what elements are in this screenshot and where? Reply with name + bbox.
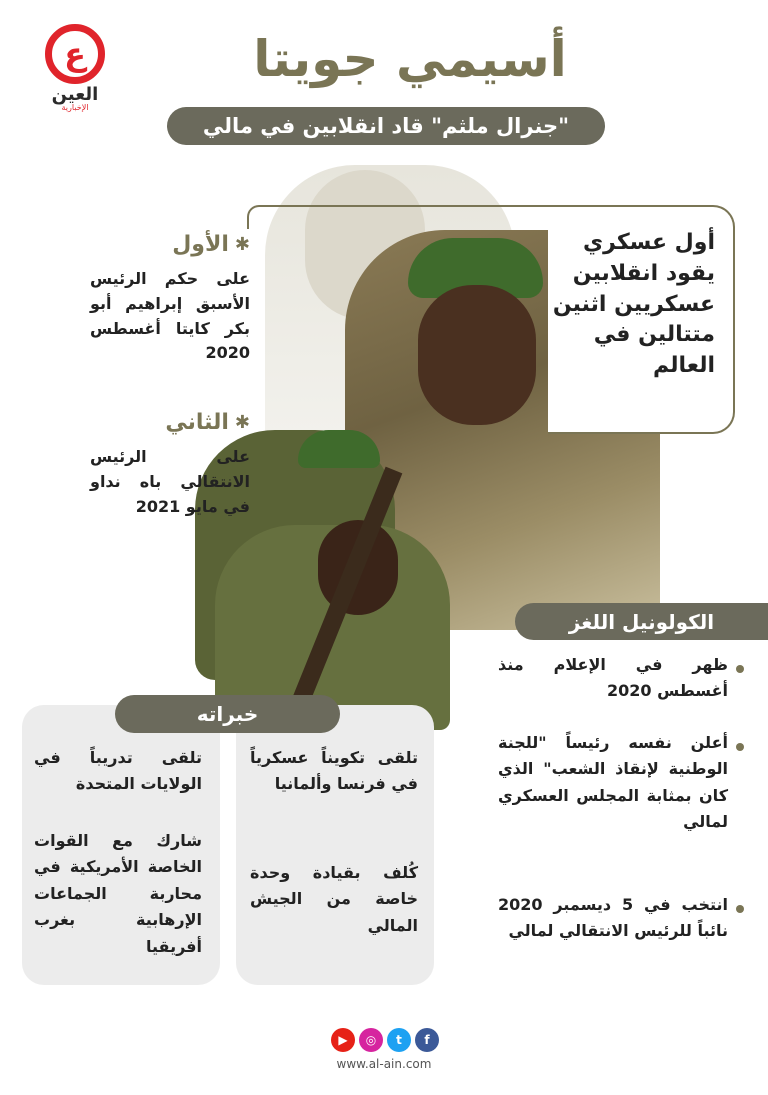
coup-first bbox=[70, 232, 250, 366]
logo-mark: ع bbox=[45, 24, 105, 84]
social-links bbox=[330, 1028, 440, 1052]
experience-item: شارك مع القوات الخاصة الأمريكية في محاربة الجماعات الإرهابية بغرب أفريقيا bbox=[34, 831, 202, 956]
website-link[interactable]: www.al-ain.com bbox=[336, 1057, 432, 1071]
first-coup-leader-text: أول عسكري يقود انقلابين عسكريين اثنين متتالين في العالم bbox=[552, 230, 715, 379]
logo-name: العين bbox=[51, 84, 99, 105]
bullet-dot-icon bbox=[736, 743, 744, 751]
youtube-icon[interactable]: ▶ bbox=[331, 1028, 355, 1052]
coup-heading: الأول bbox=[172, 232, 229, 257]
logo-sub: الإخبارية bbox=[61, 103, 89, 112]
facebook-icon[interactable]: f bbox=[415, 1028, 439, 1052]
experience-heading: خبراته bbox=[115, 695, 340, 733]
coup-text: على حكم الرئيس الأسبق إبراهيم أبو بكر كايتا أغسطس 2020 bbox=[90, 269, 250, 363]
enigma-item: أعلن نفسه رئيساً "للجنة الوطنية لإنقاذ الشعب" الذي كان بمثابة المجلس العسكري لمالي bbox=[498, 733, 728, 832]
page-subtitle: "جنرال ملثم" قاد انقلابين في مالي bbox=[167, 107, 605, 145]
coup-text: على الرئيس الانتقالي باه نداو في مايو 2021 bbox=[90, 447, 250, 516]
bullet-dot-icon bbox=[736, 665, 744, 673]
page-title: أسيمي جويتا bbox=[253, 30, 567, 88]
bullet-icon: ✱ bbox=[234, 412, 250, 433]
al-ain-logo bbox=[38, 24, 112, 114]
bullet-dot-icon bbox=[736, 905, 744, 913]
general-face bbox=[418, 285, 536, 425]
experience-item: كُلف بقيادة وحدة خاصة من الجيش المالي bbox=[250, 863, 418, 935]
soldier-beret bbox=[298, 430, 380, 468]
enigma-item: ظهر في الإعلام منذ أغسطس 2020 bbox=[498, 655, 728, 701]
experience-item: تلقى تدريباً في الولايات المتحدة bbox=[34, 748, 202, 794]
coup-heading: الثاني bbox=[165, 410, 229, 435]
twitter-icon[interactable]: t bbox=[387, 1028, 411, 1052]
coup-second bbox=[70, 410, 250, 519]
experience-item: تلقى تكويناً عسكرياً في فرنسا وألمانيا bbox=[250, 748, 418, 794]
instagram-icon[interactable]: ◎ bbox=[359, 1028, 383, 1052]
bullet-icon: ✱ bbox=[234, 234, 250, 255]
enigma-item: انتخب في 5 ديسمبر 2020 نائباً للرئيس الانتقالي لمالي bbox=[498, 895, 728, 941]
enigma-heading: الكولونيل اللغز bbox=[515, 603, 768, 640]
